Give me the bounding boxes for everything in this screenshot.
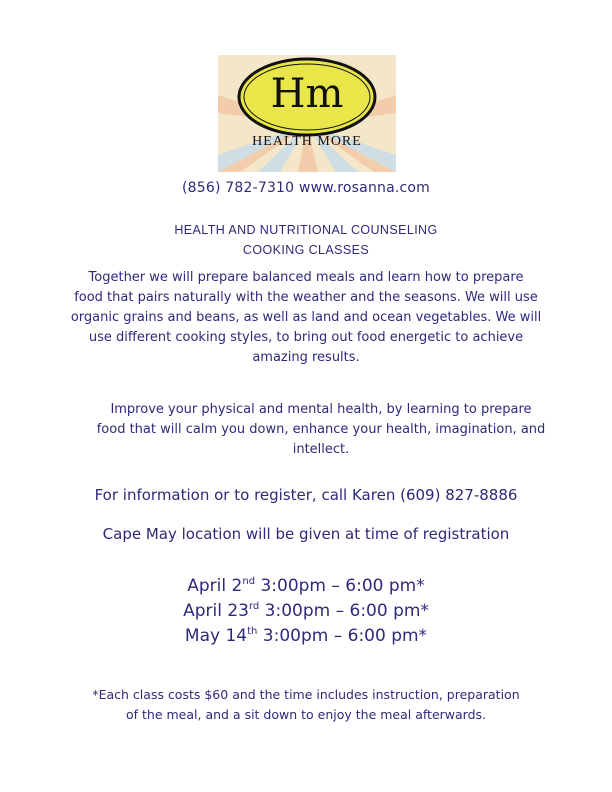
logo-brand-text: HEALTH MORE [252,134,362,149]
contact-line [0,180,612,196]
paragraph-line: food that pairs naturally with the weather and the seasons. We will use [74,290,538,305]
date-line: April 2nd 3:00pm – 6:00 pm* [187,576,425,596]
paragraph-line: use different cooking styles, to bring out food energetic to achieve [88,330,524,345]
paragraph-intro [38,268,574,368]
location-info: Cape May location will be given at time of registration [102,525,510,543]
heading-cooking-classes: COOKING CLASSES [242,243,370,257]
logo [218,55,396,172]
paragraph-line: amazing results. [252,350,360,365]
footnote-line: of the meal, and a sit down to enjoy the meal afterwards. [125,707,487,722]
class-dates [0,574,612,649]
paragraph-line: Improve your physical and mental health, by learning to prepare [110,402,532,417]
footnote-line: *Each class costs $60 and the time includes instruction, preparation [92,687,520,702]
footnote [50,685,562,725]
paragraph-line: Together we will prepare balanced meals and learn how to prepare [88,270,524,285]
date-line: May 14th 3:00pm – 6:00 pm* [184,626,428,646]
health-more-logo-icon [218,55,396,172]
logo-monogram: Hm [270,71,344,117]
paragraph-line: food that will calm you down, enhance your health, imagination, and [96,422,546,437]
paragraph-benefits [68,400,574,460]
register-info: For information or to register, call Karen (609) 827-8886 [94,486,518,504]
website-link[interactable]: www.rosanna.com [298,180,431,196]
heading-counseling: HEALTH AND NUTRITIONAL COUNSELING [174,223,438,237]
phone-number: (856) 782-7310 [181,180,295,196]
date-line: April 23rd 3:00pm – 6:00 pm* [183,601,429,621]
paragraph-line: organic grains and beans, as well as land and ocean vegetables. We will [70,310,542,325]
paragraph-line: intellect. [292,442,350,457]
